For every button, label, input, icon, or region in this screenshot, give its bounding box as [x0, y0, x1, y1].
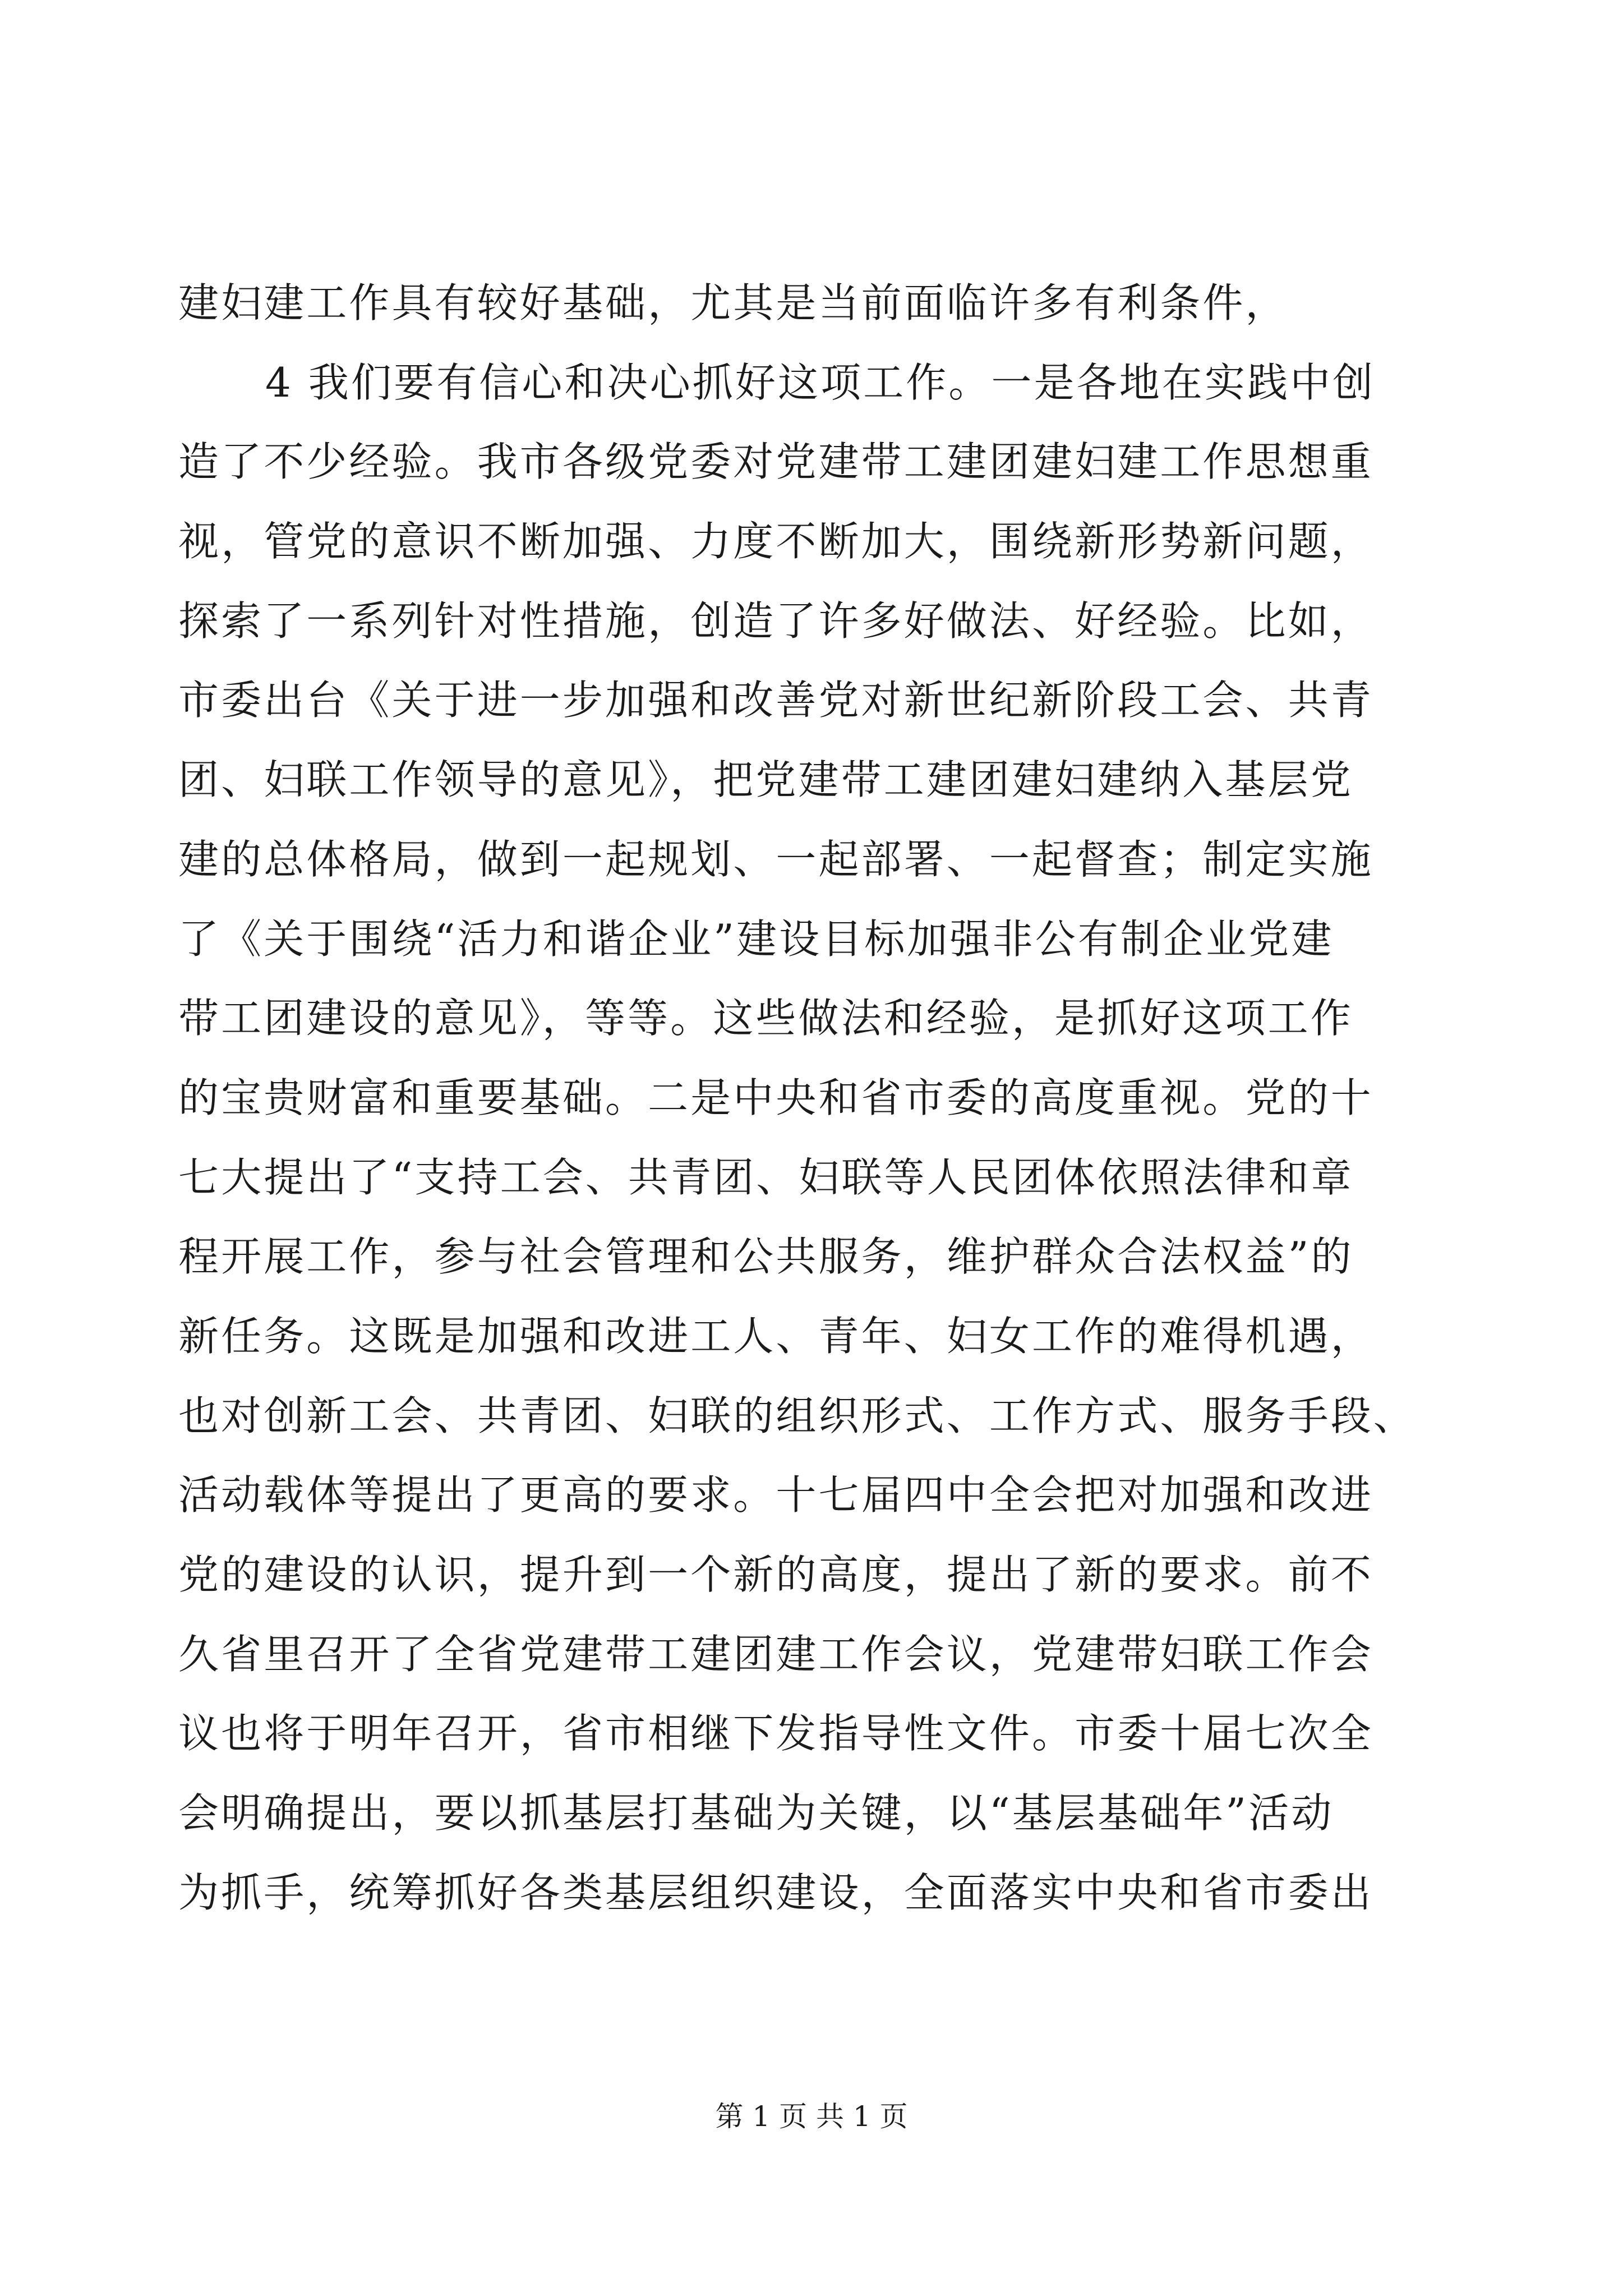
page-footer: 第 1 页 共 1 页 — [715, 2100, 908, 2133]
text-line-8: 建的总体格局，做到一起规划、一起部署、一起督查；制定实施 — [178, 835, 1373, 883]
text-line-1: 建妇建工作具有较好基础，尤其是当前面临许多有利条件， — [178, 279, 1288, 326]
text-line-3: 造了不少经验。我市各级党委对党建带工建团建妇建工作思想重 — [178, 438, 1373, 486]
text-line-18: 久省里召开了全省党建带工建团建工作会议，党建带妇联工作会 — [178, 1630, 1373, 1678]
text-line-14: 新任务。这既是加强和改进工人、青年、妇女工作的难得机遇， — [178, 1312, 1373, 1360]
body-text — [178, 264, 1468, 1932]
text-line-2: 4 我们要有信心和决心抓好这项工作。一是各地在实践中创 — [265, 358, 1376, 406]
text-line-12: 七大提出了“支持工会、共青团、妇联等人民团体依照法律和章 — [178, 1153, 1354, 1201]
text-line-5: 探索了一系列针对性措施，创造了许多好做法、好经验。比如， — [178, 597, 1373, 645]
text-line-17: 党的建设的认识，提升到一个新的高度，提出了新的要求。前不 — [178, 1551, 1373, 1598]
text-line-11: 的宝贵财富和重要基础。二是中央和省市委的高度重视。党的十 — [178, 1074, 1373, 1121]
text-line-15: 也对创新工会、共青团、妇联的组织形式、工作方式、服务手段、 — [178, 1392, 1416, 1439]
text-line-21: 为抓手，统筹抓好各类基层组织建设，全面落实中央和省市委出 — [178, 1869, 1373, 1916]
text-line-4: 视，管党的意识不断加强、力度不断加大，围绕新形势新问题， — [178, 518, 1373, 565]
text-line-10: 带工团建设的意见》，等等。这些做法和经验，是抓好这项工作 — [178, 995, 1353, 1042]
text-line-19: 议也将于明年召开，省市相继下发指导性文件。市委十届七次全 — [178, 1710, 1373, 1757]
text-line-20: 会明确提出，要以抓基层打基础为关键，以“基层基础年”活动 — [178, 1789, 1334, 1837]
text-line-7: 团、妇联工作领导的意见》，把党建带工建团建妇建纳入基层党 — [178, 756, 1353, 804]
text-line-9: 了《关于围绕“活力和谐企业”建设目标加强非公有制企业党建 — [178, 915, 1334, 963]
text-line-13: 程开展工作，参与社会管理和公共服务，维护群众合法权益”的 — [178, 1233, 1354, 1281]
text-line-6: 市委出台《关于进一步加强和改善党对新世纪新阶段工会、共青 — [178, 677, 1373, 724]
text-line-16: 活动载体等提出了更高的要求。十七届四中全会把对加强和改进 — [178, 1471, 1373, 1519]
